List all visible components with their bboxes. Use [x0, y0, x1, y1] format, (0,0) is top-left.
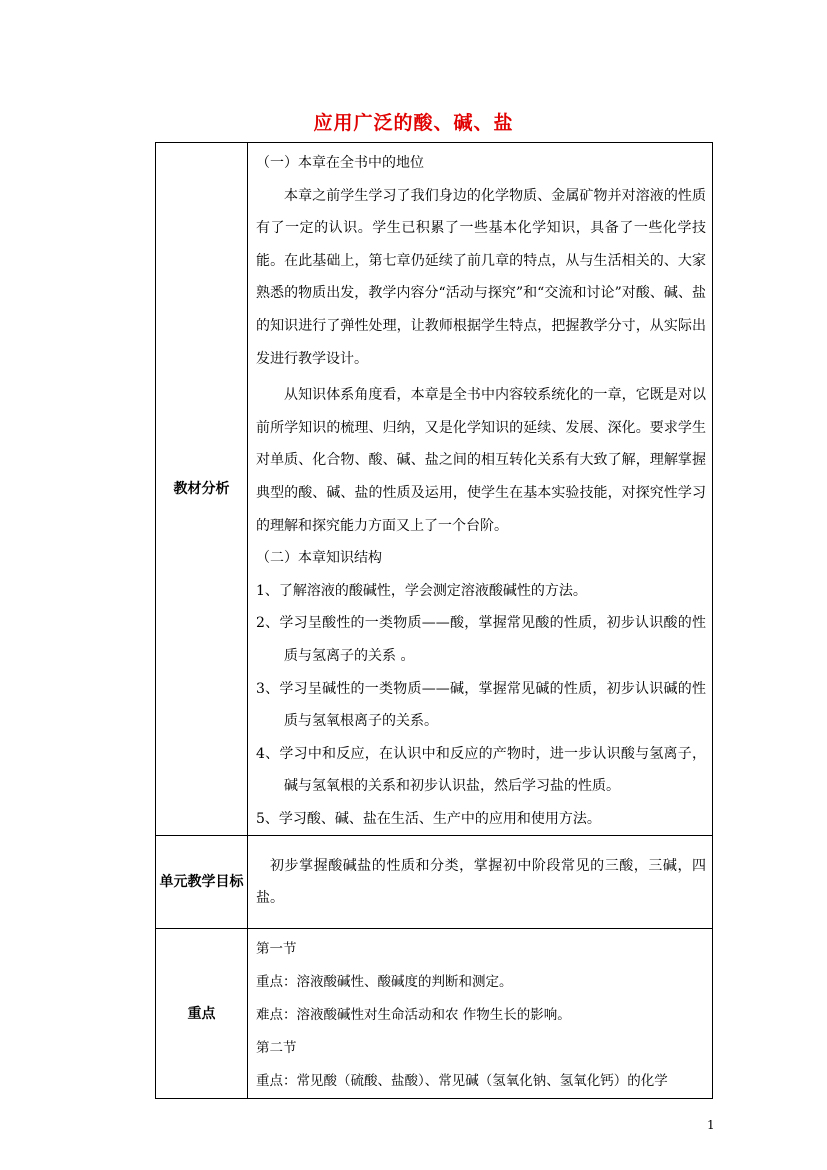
goals-row — [156, 836, 713, 929]
structure-item-3: 3、学习呈碱性的一类物质——碱，掌握常见碱的性质，初步认识碱的性质与氢氧根离子的关系。 — [256, 680, 706, 730]
structure-item-1: 1、了解溶液的酸碱性，学会测定溶液酸碱性的方法。 — [256, 582, 587, 599]
key-label: 重点 — [156, 929, 248, 1099]
document-title: 应用广泛的酸、碱、盐 — [313, 112, 514, 134]
analysis-content — [248, 143, 713, 836]
analysis-paragraph-1: 本章之前学生学习了我们身边的化学物质、金属矿物并对溶液的性质有了一定的认识。学生已积累了一些基本化学知识，具备了一些化学技能。在此基础上，第七章仍延续了前几章的特点，从与生活相关的、大家熟悉的物质出发，教学内容分“活动与探究”和“交流和讨论”对酸、碱、盐的知识进行了弹性处理，让教师根据学生特点，把握教学分寸，从实际出发进行教学设计。 — [256, 187, 706, 367]
analysis-row — [156, 143, 713, 836]
structure-item-2: 2、学习呈酸性的一类物质——酸，掌握常见酸的性质，初步认识酸的性质与氢离子的关系 。 — [256, 615, 706, 664]
key-content — [248, 929, 713, 1099]
structure-item-4: 4、学习中和反应，在认识中和反应的产物时，进一步认识酸与氢离子，碱与氢氧根的关系和初步认识盐，然后学习盐的性质。 — [256, 745, 706, 795]
analysis-paragraph-2: 从知识体系角度看，本章是全书中内容较系统化的一章，它既是对以前所学知识的梳理、归纳，又是化学知识的延续、发展、深化。要求学生对单质、化合物、酸、碱、盐之间的相互转化关系有大致了解，理解掌握典型的酸、碱、盐的性质及运用，使学生在基本实验技能，对探究性学习的理解和探究能力方面又上了一个台阶。 — [256, 387, 706, 534]
page-number: 1 — [707, 1118, 715, 1132]
key-line-2: 重点：溶液酸碱性、酸碱度的判断和测定。 — [256, 974, 513, 991]
analysis-heading-1: （一）本章在全书中的地位 — [256, 155, 424, 171]
analysis-label: 教材分析 — [156, 143, 248, 836]
goals-label: 单元教学目标 — [156, 836, 248, 929]
key-line-5: 重点：常见酸（硫酸、盐酸）、常见碱（氢氧化钠、氢氧化钙）的化学 — [256, 1073, 668, 1090]
key-line-4: 第二节 — [256, 1040, 297, 1057]
analysis-heading-2: （二）本章知识结构 — [256, 550, 382, 567]
goals-text: 初步掌握酸碱盐的性质和分类，掌握初中阶段常见的三酸，三碱，四盐。 — [256, 857, 706, 907]
key-line-3: 难点：溶液酸碱性对生命活动和农 作物生长的影响。 — [256, 1007, 571, 1024]
key-row — [156, 929, 713, 1099]
structure-item-5: 5、学习酸、碱、盐在生活、生产中的应用和使用方法。 — [256, 810, 601, 827]
key-line-1: 第一节 — [256, 941, 297, 958]
lesson-plan-table — [155, 142, 713, 1099]
goals-content — [248, 836, 713, 929]
